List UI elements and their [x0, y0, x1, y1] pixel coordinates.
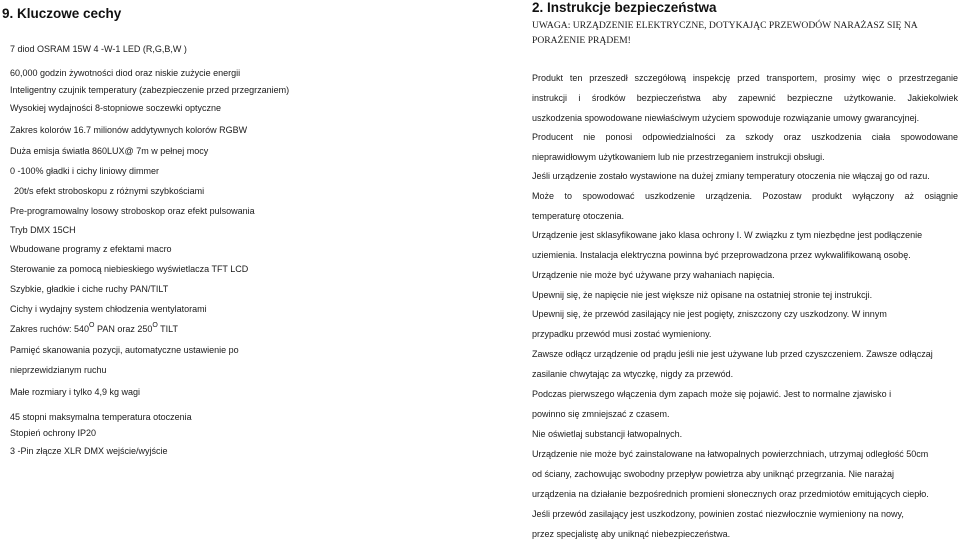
feature-item: 3 -Pin złącze XLR DMX wejście/wyjście — [10, 446, 168, 456]
safety-line: Upewnij się, że przewód zasilający nie jest pogięty, zniszczony czy uszkodzony. W innym — [532, 309, 887, 319]
pan-tilt-range: Zakres ruchów: $540^O$ PAN oraz $250^O$ TILT — [10, 322, 178, 334]
safety-line: przez specjalistę aby uniknąć niebezpieczeństwa. — [532, 529, 731, 539]
safety-line: Jeśli przewód zasilający jest uszkodzony, powinien zostać niezwłocznie wymieniony na nowy, — [532, 509, 904, 519]
safety-line: Podczas pierwszego włączenia dym zapach może się pojawić. Jest to normalne zjawisko i — [532, 389, 892, 399]
feature-item: Pre-programowalny losowy stroboskop oraz efekt pulsowania — [10, 206, 255, 216]
safety-line: od ściany, zachowując swobodny przepływ powietrza aby uniknąć przegrzania. Nie narażaj — [532, 469, 895, 479]
safety-line: nieprawidłowym użytkowaniem lub nie przestrzeganiem instrukcji obsługi. — [532, 152, 825, 162]
feature-item: Wysokiej wydajności 8-stopniowe soczewki optyczne — [10, 103, 222, 113]
electric-warning-line: UWAGA: URZĄDZENIE ELEKTRYCZNE, DOTYKAJĄC PRZEWODÓW NARAŻASZ SIĘ NA — [532, 20, 918, 31]
safety-line: Nie oświetlaj substancji łatwopalnych. — [532, 429, 683, 439]
feature-item: Wbudowane programy z efektami macro — [10, 244, 172, 254]
feature-item: Duża emisja światła 860LUX@ 7m w pełnej mocy — [10, 146, 209, 156]
feature-item: Pamięć skanowania pozycji, automatyczne ustawienie po — [10, 345, 239, 355]
feature-item: nieprzewidzianym ruchu — [10, 365, 107, 375]
feature-item: 60,000 godzin żywotności diod oraz niskie zużycie energii — [10, 68, 241, 78]
safety-line: powinno się zmniejszać z czasem. — [532, 409, 670, 419]
feature-item: Szybkie, gładkie i ciche ruchy PAN/TILT — [10, 284, 169, 294]
feature-item: Małe rozmiary i tylko 4,9 kg wagi — [10, 387, 141, 397]
feature-item: Inteligentny czujnik temperatury (zabezpieczenie przed przegrzaniem) — [10, 85, 290, 95]
safety-line: Urządzenie jest sklasyfikowane jako klasa ochrony I. W związku z tym niezbędne jest podłączenie — [532, 230, 923, 240]
safety-heading: 2. Instrukcje bezpieczeństwa — [532, 0, 717, 15]
key-features-heading: 9. Kluczowe cechy — [2, 6, 122, 21]
feature-item: Sterowanie za pomocą niebieskiego wyświetlacza TFT LCD — [10, 264, 249, 274]
safety-line: uziemienia. Instalacja elektryczna powinna być przeprowadzona przez wykwalifikowaną osobę. — [532, 250, 911, 260]
safety-line: Może to spowodować uszkodzenie urządzenia. Pozostaw produkt wyłączony aż osiągnie — [532, 191, 958, 201]
feature-item: Tryb DMX 15CH — [10, 225, 76, 235]
safety-line: Producent nie ponosi odpowiedzialności za szkody oraz uszkodzenia ciała spowodowane — [532, 132, 958, 142]
safety-line: przypadku przewód musi zostać wymieniony. — [532, 329, 712, 339]
feature-item: 7 diod OSRAM 15W 4 -W-1 LED (R,G,B,W ) — [10, 44, 187, 54]
safety-line: instrukcji i środków bezpieczeństwa aby zapewnić bezpieczne użytkowanie. Jakiekolwiek — [532, 93, 958, 103]
safety-line: Jeśli urządzenie zostało wystawione na dużej zmiany temperatury otoczenia nie włączaj go od razu. — [532, 171, 930, 181]
electric-warning-line: PORAŻENIE PRĄDEM! — [532, 35, 631, 46]
feature-item: Stopień ochrony IP20 — [10, 428, 97, 438]
feature-item: Cichy i wydajny system chłodzenia wentylatorami — [10, 304, 207, 314]
safety-line: Upewnij się, że napięcie nie jest większe niż opisane na ostatniej stronie tej instrukcji. — [532, 290, 873, 300]
safety-line: zasilanie chwytając za wtyczkę, nigdy za przewód. — [532, 369, 734, 379]
feature-item: Zakres kolorów 16.7 milionów addytywnych kolorów RGBW — [10, 125, 248, 135]
safety-line: Urządzenie nie może być używane przy wahaniach napięcia. — [532, 270, 775, 280]
feature-item: 0 -100% gładki i cichy liniowy dimmer — [10, 166, 160, 176]
safety-line: Urządzenie nie może być zainstalowane na łatwopalnych powierzchniach, utrzymaj odległość 50cm — [532, 449, 929, 459]
feature-item: 20t/s efekt stroboskopu z różnymi szybkościami — [14, 186, 205, 196]
safety-line: Produkt ten przeszedł szczegółową inspekcję przed transportem, prosimy więc o przestrzeganie — [532, 73, 958, 83]
safety-line: uszkodzenia spowodowane niewłaściwym użyciem spowoduje rozwiązanie umowy gwarancyjnej. — [532, 113, 920, 123]
safety-line: urządzenia na działanie bezpośrednich promieni słonecznych oraz przedmiotów emitujących ciepło. — [532, 489, 929, 499]
feature-item: 45 stopni maksymalna temperatura otoczenia — [10, 412, 192, 422]
safety-line: temperaturę otoczenia. — [532, 211, 625, 221]
safety-line: Zawsze odłącz urządzenie od prądu jeśli nie jest używane lub przed czyszczeniem. Zawsze odłączaj — [532, 349, 933, 359]
